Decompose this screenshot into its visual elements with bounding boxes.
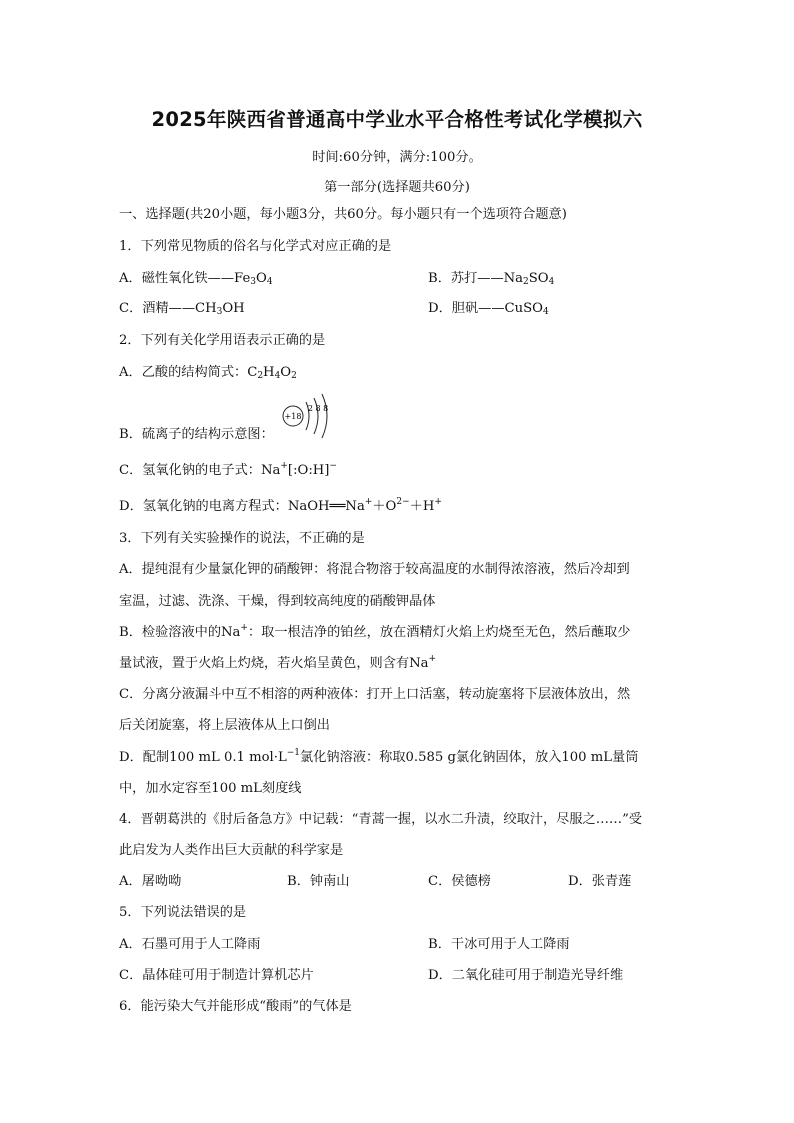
question-5-option-c: C．晶体硅可用于制造计算机芯片 [119, 968, 314, 983]
question-1-option-a: A．磁性氧化铁$——Fe_3O_4$ [119, 271, 273, 287]
question-3-option-b-line1: B．检验溶液中的Na+：取一根洁净的铂丝，放在酒精灯火焰上灼烧至无色，然后蘸取少 [119, 623, 631, 640]
question-3-option-a-line1: A．提纯混有少量氯化钾的硝酸钾：将混合物溶于较高温度的水制得浓溶液，然后冷却到 [119, 562, 630, 577]
exam-title: 2025年陕西省普通高中学业水平合格性考试化学模拟六 [151, 108, 643, 131]
question-6-stem: 6．能污染大气并能形成“酸雨”的气体是 [119, 999, 352, 1014]
question-3-option-d-line1: D．配制100 mL 0.1 $mol\cdot L^{-1}$氯化钠溶液：称取0.585 g氯化钠固体，放入100 mL量筒 [119, 748, 639, 765]
diagram-nucleus-label: +18 [284, 412, 302, 421]
question-2-option-b: B．硫离子的结构示意图： [119, 427, 274, 442]
question-5-stem: 5．下列说法错误的是 [119, 905, 247, 920]
question-1-stem: 1．下列常见物质的俗名与化学式对应正确的是 [119, 239, 392, 254]
part-title: 第一部分(选择题共60分) [324, 180, 470, 195]
question-3-option-b-line2: 量试液，置于火焰上灼烧，若火焰呈黄色，则含有Na+ [119, 654, 437, 671]
sulfide-ion-structure-diagram [282, 388, 342, 444]
question-1-option-b: B．苏打$——Na_2SO_4$ [428, 271, 555, 287]
question-4-option-b: B．钟南山 [287, 874, 350, 889]
question-4-stem-line1: 4．晋朝葛洪的《肘后备急方》中记载：“青蒿一握，以水二升渍，绞取汁，尽服之……”受 [119, 812, 642, 827]
diagram-shell-electrons: 2 8 8 [307, 404, 329, 413]
question-1-option-d: D．胆矾——CuSO$_4$ [428, 301, 549, 317]
section-header: 一、选择题(共20小题，每小题3分，共60分。每小题只有一个选项符合题意) [119, 207, 567, 222]
question-5-option-b: B．干冰可用于人工降雨 [428, 937, 570, 952]
question-2-stem: 2．下列有关化学用语表示正确的是 [119, 333, 326, 348]
question-1-option-c: C．酒精$——CH_3OH$ [119, 301, 245, 317]
time-info: 时间:60分钟，满分:100分。 [312, 150, 482, 165]
question-5-option-a: A．石墨可用于人工降雨 [119, 937, 261, 952]
question-2-option-a: A．乙酸的结构简式：$C_2H_4O_2$ [119, 365, 297, 381]
question-5-option-d: D．二氧化硅可用于制造光导纤维 [428, 968, 624, 983]
question-4-option-c: C．侯德榜 [428, 874, 491, 889]
question-4-option-a: A．屠呦呦 [119, 874, 182, 889]
question-2-option-c: C．氢氧化钠的电子式：Na+[:O:H]− [119, 461, 337, 478]
question-3-stem: 3．下列有关实验操作的说法，不正确的是 [119, 531, 365, 546]
question-2-option-d: D．氢氧化钠的电离方程式：$NaOH══Na^++O^{2-}+H^+$ [119, 497, 442, 514]
question-3-option-a-line2: 室温，过滤、洗涤、干燥，得到较高纯度的硝酸钾晶体 [119, 594, 436, 609]
question-4-option-d: D．张青莲 [568, 874, 632, 889]
question-3-option-d-line2: 中，加水定容至100 mL刻度线 [119, 781, 302, 796]
question-4-stem-line2: 此启发为人类作出巨大贡献的科学家是 [119, 843, 344, 858]
question-3-option-c-line1: C．分离分液漏斗中互不相溶的两种液体：打开上口活塞，转动旋塞将下层液体放出，然 [119, 687, 631, 702]
question-3-option-c-line2: 后关闭旋塞，将上层液体从上口倒出 [119, 718, 330, 733]
